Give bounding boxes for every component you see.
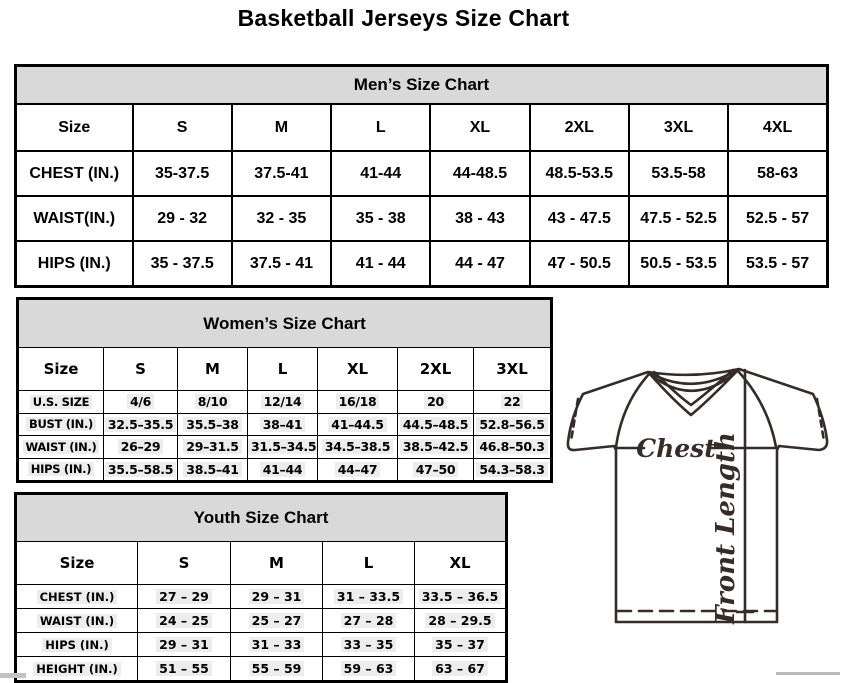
- row-label-cell: [16, 609, 138, 633]
- size-value: 52.5 - 57: [746, 209, 810, 227]
- column-header: 2XL: [530, 104, 629, 151]
- size-value-cell: [323, 633, 415, 657]
- size-value: 31.5–34.5: [248, 439, 318, 454]
- size-value: 35 - 38: [355, 209, 406, 227]
- size-value-cell: [331, 196, 430, 241]
- size-value: 29 – 31: [156, 637, 212, 652]
- mens-size-table: [14, 64, 829, 288]
- table-title-row: [18, 299, 552, 348]
- size-value: 29 - 32: [157, 209, 208, 227]
- jersey-outline: [568, 369, 827, 622]
- size-value: 38 - 43: [455, 209, 505, 227]
- size-value: 46.8–50.3: [476, 439, 547, 454]
- size-value-cell: [530, 241, 629, 287]
- size-value: 33 – 35: [341, 637, 397, 652]
- size-value: 35.5–58.5: [105, 462, 176, 477]
- size-value-cell: [629, 241, 728, 287]
- size-value-cell: [133, 196, 232, 241]
- size-value: 54.3–58.3: [476, 462, 547, 477]
- size-value: 38.5–42.5: [400, 439, 471, 454]
- table-row: [16, 585, 507, 609]
- size-value-cell: [104, 436, 178, 459]
- size-value: 50.5 - 53.5: [640, 254, 717, 272]
- column-header: Size: [16, 542, 138, 585]
- size-value: 44–47: [335, 462, 381, 477]
- row-label: HEIGHT (IN.): [33, 662, 120, 676]
- size-value-cell: [728, 151, 827, 196]
- size-value-cell: [728, 241, 827, 287]
- size-value: 52.8–56.5: [476, 417, 547, 432]
- row-label-cell: [18, 458, 104, 482]
- size-value-cell: [398, 458, 474, 482]
- size-value-cell: [415, 657, 507, 682]
- row-label: WAIST (IN.): [37, 614, 117, 628]
- jersey-diagram-svg: [558, 356, 843, 631]
- row-label-cell: [18, 436, 104, 459]
- size-value: 47 - 50.5: [547, 254, 611, 272]
- size-value: 59 – 63: [341, 661, 397, 676]
- size-value-cell: [104, 413, 178, 436]
- size-value-cell: [248, 458, 318, 482]
- table-row: [16, 633, 507, 657]
- size-value: 26–29: [118, 439, 164, 454]
- size-value: 41–44: [260, 462, 306, 477]
- column-header: 3XL: [629, 104, 728, 151]
- column-header: S: [104, 348, 178, 391]
- table-title: Men’s Size Chart: [16, 66, 828, 105]
- column-header: Size: [18, 348, 104, 391]
- jersey-measurement-diagram: [558, 356, 843, 631]
- size-value: 29–31.5: [183, 439, 241, 454]
- column-header: S: [133, 104, 232, 151]
- table-title: Women’s Size Chart: [18, 299, 552, 348]
- column-header: L: [323, 542, 415, 585]
- row-label: WAIST(IN.): [33, 209, 116, 227]
- row-label-cell: [18, 391, 104, 414]
- size-value-cell: [331, 151, 430, 196]
- table-title: Youth Size Chart: [16, 494, 507, 542]
- size-value-cell: [474, 458, 552, 482]
- row-label: BUST (IN.): [26, 417, 96, 431]
- row-label: CHEST (IN.): [37, 590, 118, 604]
- size-value: 31 – 33: [249, 637, 305, 652]
- size-value: 35 – 37: [432, 637, 488, 652]
- size-value-cell: [629, 151, 728, 196]
- size-value-cell: [248, 436, 318, 459]
- size-value: 41–44.5: [328, 417, 386, 432]
- size-value: 8/10: [195, 394, 230, 409]
- size-value: 58-63: [757, 164, 799, 182]
- size-value-cell: [232, 196, 331, 241]
- size-value: 44 - 47: [455, 254, 505, 272]
- size-value: 4/6: [127, 394, 154, 409]
- row-label: HIPS (IN.): [42, 638, 111, 652]
- row-label: HIPS (IN.): [28, 462, 94, 476]
- size-value-cell: [178, 391, 248, 414]
- size-value-cell: [430, 241, 529, 287]
- size-value: 35-37.5: [155, 164, 210, 182]
- column-header: M: [178, 348, 248, 391]
- size-value: 41 - 44: [355, 254, 406, 272]
- size-value-cell: [629, 196, 728, 241]
- size-value-cell: [133, 241, 232, 287]
- size-value: 27 – 29: [156, 589, 212, 604]
- row-label-cell: [16, 151, 133, 196]
- row-label-cell: [16, 241, 133, 287]
- column-header: 2XL: [398, 348, 474, 391]
- size-value: 35 - 37.5: [150, 254, 214, 272]
- size-value: 53.5 - 57: [746, 254, 810, 272]
- size-value: 55 – 59: [249, 661, 305, 676]
- table-row: [16, 241, 828, 287]
- table-row: [16, 657, 507, 682]
- column-header: 4XL: [728, 104, 827, 151]
- column-header: L: [331, 104, 430, 151]
- size-value-cell: [415, 633, 507, 657]
- scrollbar-artifact-right: [776, 672, 840, 675]
- size-value: 25 – 27: [249, 613, 305, 628]
- column-header: Size: [16, 104, 133, 151]
- row-label-cell: [16, 633, 138, 657]
- size-value-cell: [232, 151, 331, 196]
- size-value: 47.5 - 52.5: [640, 209, 717, 227]
- size-value: 31 – 33.5: [334, 589, 403, 604]
- column-header: M: [231, 542, 323, 585]
- size-value-cell: [323, 657, 415, 682]
- column-header-row: [16, 104, 828, 151]
- size-value: 22: [501, 394, 524, 409]
- size-value: 37.5 - 41: [249, 254, 313, 272]
- size-value: 27 – 28: [341, 613, 397, 628]
- size-value: 20: [424, 394, 447, 409]
- row-label-cell: [16, 585, 138, 609]
- size-value-cell: [398, 413, 474, 436]
- size-value-cell: [318, 458, 398, 482]
- column-header: XL: [415, 542, 507, 585]
- size-value-cell: [232, 241, 331, 287]
- row-label-cell: [16, 657, 138, 682]
- size-value-cell: [430, 196, 529, 241]
- size-value-cell: [231, 585, 323, 609]
- size-value-cell: [398, 436, 474, 459]
- size-value-cell: [474, 391, 552, 414]
- chest-label: Chest: [636, 434, 716, 463]
- size-value: 34.5–38.5: [322, 439, 393, 454]
- front-length-label: Front Length: [711, 432, 741, 624]
- youth-size-table: [14, 492, 508, 683]
- size-value-cell: [323, 585, 415, 609]
- table-row: [18, 391, 552, 414]
- size-value-cell: [178, 458, 248, 482]
- size-value-cell: [104, 458, 178, 482]
- column-header: 3XL: [474, 348, 552, 391]
- size-value: 53.5-58: [651, 164, 706, 182]
- size-value: 51 – 55: [156, 661, 212, 676]
- size-value: 37.5-41: [254, 164, 309, 182]
- column-header: M: [232, 104, 331, 151]
- size-value: 32.5–35.5: [105, 417, 176, 432]
- size-value-cell: [318, 391, 398, 414]
- size-value: 24 – 25: [156, 613, 212, 628]
- size-value-cell: [415, 609, 507, 633]
- size-value-cell: [231, 609, 323, 633]
- size-value: 44-48.5: [452, 164, 508, 182]
- size-value: 48.5-53.5: [545, 164, 614, 182]
- table-row: [18, 458, 552, 482]
- size-value: 28 – 29.5: [425, 613, 494, 628]
- size-value: 32 - 35: [256, 209, 307, 227]
- size-value-cell: [331, 241, 430, 287]
- womens-size-table: [16, 297, 553, 483]
- size-value: 38.5–41: [183, 462, 241, 477]
- size-value-cell: [318, 436, 398, 459]
- size-value-cell: [248, 391, 318, 414]
- row-label: HIPS (IN.): [37, 254, 111, 272]
- column-header-row: [18, 348, 552, 391]
- size-value: 38–41: [260, 417, 306, 432]
- row-label-cell: [16, 196, 133, 241]
- size-value-cell: [530, 196, 629, 241]
- size-value-cell: [323, 609, 415, 633]
- row-label: U.S. SIZE: [30, 395, 92, 409]
- table-row: [16, 151, 828, 196]
- table-title-row: [16, 66, 828, 105]
- size-value: 44.5–48.5: [400, 417, 471, 432]
- size-value-cell: [398, 391, 474, 414]
- size-value-cell: [248, 413, 318, 436]
- size-value-cell: [133, 151, 232, 196]
- table-row: [18, 413, 552, 436]
- size-value-cell: [728, 196, 827, 241]
- size-value: 41-44: [360, 164, 402, 182]
- size-value-cell: [178, 436, 248, 459]
- table-row: [16, 609, 507, 633]
- size-value-cell: [415, 585, 507, 609]
- size-value-cell: [178, 413, 248, 436]
- column-header: S: [138, 542, 231, 585]
- column-header: XL: [430, 104, 529, 151]
- column-header: L: [248, 348, 318, 391]
- size-value: 47–50: [413, 462, 459, 477]
- scrollbar-artifact-left: [0, 673, 26, 678]
- size-value: 16/18: [336, 394, 380, 409]
- size-value: 12/14: [261, 394, 305, 409]
- row-label: CHEST (IN.): [29, 164, 120, 182]
- size-value-cell: [104, 391, 178, 414]
- size-value-cell: [231, 633, 323, 657]
- size-value: 33.5 – 36.5: [419, 589, 502, 604]
- size-value: 63 – 67: [432, 661, 488, 676]
- column-header-row: [16, 542, 507, 585]
- size-value: 35.5–38: [183, 417, 241, 432]
- size-value: 43 - 47.5: [547, 209, 611, 227]
- size-value-cell: [138, 609, 231, 633]
- size-value-cell: [138, 657, 231, 682]
- row-label-cell: [18, 413, 104, 436]
- size-value-cell: [474, 436, 552, 459]
- page-title: Basketball Jerseys Size Chart: [237, 5, 570, 31]
- size-value-cell: [138, 585, 231, 609]
- size-value-cell: [318, 413, 398, 436]
- row-label: WAIST (IN.): [23, 440, 100, 454]
- size-value-cell: [231, 657, 323, 682]
- size-value-cell: [138, 633, 231, 657]
- size-value-cell: [474, 413, 552, 436]
- size-value: 29 – 31: [249, 589, 305, 604]
- table-title-row: [16, 494, 507, 542]
- table-row: [18, 436, 552, 459]
- size-value-cell: [430, 151, 529, 196]
- size-value-cell: [530, 151, 629, 196]
- column-header: XL: [318, 348, 398, 391]
- table-row: [16, 196, 828, 241]
